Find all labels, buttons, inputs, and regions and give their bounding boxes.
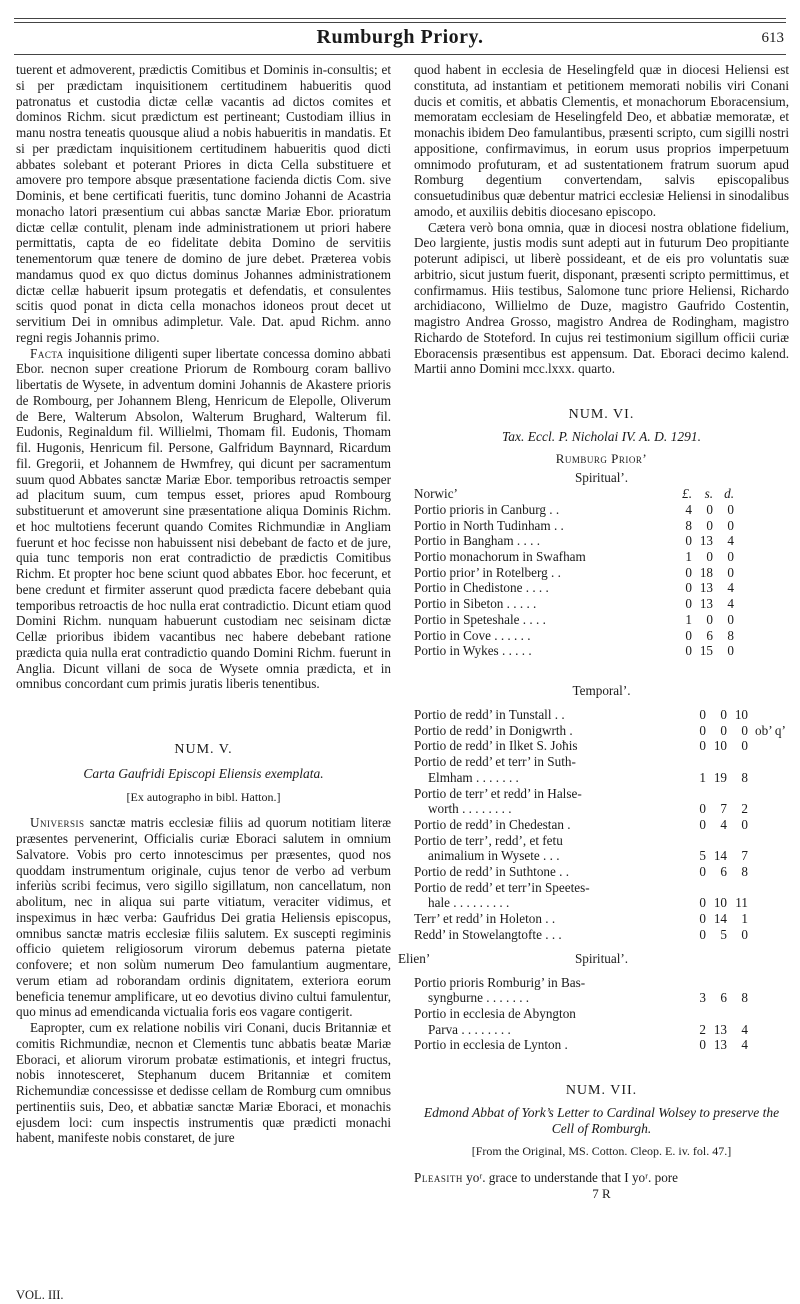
tax-row — [414, 643, 789, 659]
tax-row-pence: 4 — [741, 1037, 748, 1053]
tax-row-pounds: 8 — [685, 517, 692, 533]
tax-row — [414, 801, 789, 817]
tax-row-extra — [737, 549, 789, 565]
tax-row-label: Portio prior’ in Rotelberg . . — [414, 564, 561, 580]
tax-row-pence: 0 — [727, 501, 734, 517]
tax-row-extra — [751, 1022, 789, 1038]
tax-row-pence: 8 — [727, 627, 734, 643]
tax-row-pounds: 0 — [699, 738, 706, 754]
tax-row-pounds: 0 — [699, 911, 706, 927]
tax-row-pence: 10 — [734, 706, 748, 722]
tax-row-pounds: 0 — [685, 564, 692, 580]
tax-row-label: Portio prioris Romburig’ in Bas- — [414, 974, 586, 990]
tax-row — [414, 1037, 789, 1053]
tax-row-pounds: 5 — [699, 848, 706, 864]
temporal-heading-row — [414, 683, 789, 699]
section-title-7: Edmond Abbat of York’s Letter to Cardinal Wolsey to preserve the Cell of Romburgh. — [423, 1104, 780, 1136]
tax-row-pence: 0 — [727, 517, 734, 533]
tax-row-pence: 0 — [741, 816, 748, 832]
tax-row-label: Portio de redd’ in Tunstall . . — [414, 706, 565, 722]
tax-row-pounds: 0 — [685, 580, 692, 596]
tax-row-pence — [730, 975, 751, 991]
norwic-label: Norwic’ — [414, 486, 458, 502]
tax-row-shillings: 14 — [713, 911, 727, 927]
tax-row-label: Portio in Chedistone . . . . — [414, 580, 549, 596]
tax-row — [414, 975, 789, 991]
left-column — [16, 62, 391, 1146]
tax-row-label: Portio in Wykes . . . . . — [414, 643, 532, 659]
left-paragraph-3-body: sanctæ matris ecclesiæ filiis ad quorum notitiam literæ præsentes pervenerint, Officialis curiæ Eboraci salutem in omnium Salvatore. Vobis pro certo innotescimus per præsentes, quod nos quoddam instrumentum originale, cujus tenor de verbo ad verbum inferiùs scribi fecimus, vero sigillo sigillatum, non cancellatum, non abolitum, nec in aliqua sui parte vitiatum, veraciter vidimus, et inspeximus in hæc verba: Gaufridus Dei gratia Heliensis episcopus, omnibus sanctæ matris ecclesiæ filiis salutem. Ex suscepti regiminis officio quietem religiosorum virorum debemus paterna pietate confovere; et non solùm numerum Deo famulantium augmentare, verum etiam ad roborandam ordinis dignitatem, exteriora eorum beneficia tenemur amplificare, ut eo devotius divino cultui famulentur, quo minus ad emendicanda victualia foris eos vagare contigerit. — [16, 815, 391, 1020]
tax-row-label: Portio prioris in Canburg . . — [414, 501, 560, 517]
tax-row-shillings: 0 — [706, 549, 713, 565]
tax-row-shillings: 7 — [720, 801, 727, 817]
spiritual-table — [414, 486, 789, 659]
tax-row — [414, 707, 789, 723]
tax-row-pounds: 0 — [685, 596, 692, 612]
tax-row-shillings: 5 — [720, 926, 727, 942]
tax-row-shillings: 10 — [713, 895, 727, 911]
left-paragraph-1: tuerent et admoverent, prædictis Comitibus et Dominis in-consultis; et si per prædictam inquisitionem certitudinem habueritis quod patronatus et custodia dictæ cellæ vacantis ad dictos comites et dominos Richm. sicut prædictum est pertineant; Custodiam illius in manu nostra teneatis quousque aliud a nobis habueritis in mandatis. Et si per prædictam inquisitionem certitudinem habueritis quod dicti abbates solebant et poterant Priores in dicta Cella substituere et amovere pro tempore absque præsentatione facienda dictis Com. sive Dominis, et bene certificati fueritis, tunc domino Johanni de Acastria monacho latori præsentium cui abbas sanctæ Mariæ Ebor. prioratum dictæ cellæ contulit, plenam inde administrationem ut priori habere permittatis, capta de eo fidelitate debita Domino de servitiis tenementorum quæ tenere de domino de jure debet. Præterea vobis mandamus quod ex quo dictus dominus Johannes administrationem dictæ cellæ habuerit ipsum protegatis et defendatis, et consulentes scitis quod ponat in dicta cella monachos idoneos prout decet ut servitium Dei in omnibus adimpletur. Vale. Dat. apud Richm. anno regni regis Johannis primo. — [16, 62, 391, 345]
tax-row-pence: 4 — [727, 596, 734, 612]
tax-row-shillings: 13 — [699, 533, 713, 549]
tax-row-pounds: 3 — [699, 990, 706, 1006]
tax-row-pence: 0 — [741, 738, 748, 754]
header-rule-top — [14, 18, 786, 19]
tax-row-pence: 4 — [727, 533, 734, 549]
tax-row-label: Portio de terr’, redd’, et fetu — [414, 832, 563, 848]
tax-row — [414, 786, 789, 802]
tax-row-extra — [751, 990, 789, 1006]
tax-row-label: Terr’ et redd’ in Holeton . . — [414, 911, 556, 927]
tax-row-pounds: 0 — [699, 706, 706, 722]
tax-row-shillings: 0 — [720, 706, 727, 722]
section-title-6: Tax. Eccl. P. Nicholai IV. A. D. 1291. — [502, 428, 701, 444]
tax-row — [414, 754, 789, 770]
tax-row-pounds — [688, 1006, 709, 1022]
tax-row-pence: 0 — [727, 643, 734, 659]
tax-row-pounds: 0 — [699, 722, 706, 738]
tax-row-label: Portio de terr’ et redd’ in Halse- — [414, 785, 582, 801]
tax-row — [414, 1006, 789, 1022]
tax-row-label: Redd’ in Stowelangtofte . . . — [414, 926, 562, 942]
tax-row-shillings: 14 — [713, 848, 727, 864]
tax-row — [414, 990, 789, 1006]
currency-pence: d. — [724, 486, 734, 502]
tax-row-pence: 0 — [727, 549, 734, 565]
tax-row-extra — [737, 596, 789, 612]
tax-row-pence: 11 — [735, 895, 748, 911]
tax-row-extra — [737, 565, 789, 581]
tax-row-extra — [751, 1037, 789, 1053]
tax-row-label: animalium in Wysete . . . — [428, 848, 560, 864]
tax-row-extra — [751, 927, 789, 943]
tax-row-extra — [751, 786, 789, 802]
tax-row-label: Parva . . . . . . . . — [428, 1021, 511, 1037]
tax-row-pence: 8 — [741, 864, 748, 880]
temporal-table — [414, 707, 789, 943]
tax-row-extra: ob’ q’ — [755, 722, 786, 738]
tax-row — [414, 911, 789, 927]
tax-row-extra — [751, 738, 789, 754]
tax-row-shillings: 13 — [699, 580, 713, 596]
tax-row-shillings: 6 — [706, 627, 713, 643]
tax-row-label: Portio in Bangham . . . . — [414, 533, 541, 549]
tax-row-label: Portio de redd’ et terr’ in Suth- — [414, 754, 576, 770]
tax-row — [414, 549, 789, 565]
tax-row-extra — [737, 612, 789, 628]
tax-row-label: Portio de redd’ in Donigwrth . — [414, 722, 573, 738]
tax-row-pence: 2 — [741, 801, 748, 817]
tax-row-pounds: 0 — [699, 895, 706, 911]
tax-row-pounds: 0 — [699, 864, 706, 880]
tax-row-extra — [751, 880, 789, 896]
tax-row-pounds — [688, 754, 709, 770]
tax-row-pounds: 0 — [699, 816, 706, 832]
tax-row — [414, 580, 789, 596]
tax-row-pounds: 1 — [699, 769, 706, 785]
tax-row-shillings: 13 — [699, 596, 713, 612]
tax-row-label: hale . . . . . . . . . — [428, 895, 510, 911]
page-number: 613 — [761, 30, 784, 46]
tax-row-pounds: 1 — [685, 549, 692, 565]
tax-row-pence: 1 — [741, 911, 748, 927]
tax-row-shillings — [709, 880, 730, 896]
tax-row-pounds: 0 — [685, 533, 692, 549]
tax-row-shillings — [709, 754, 730, 770]
currency-header-row — [414, 486, 789, 502]
tax-row-extra — [751, 707, 789, 723]
tax-row-label: Portio de redd’ in Suthtone . . — [414, 864, 570, 880]
tax-row-pence: 0 — [741, 926, 748, 942]
tax-row-extra — [751, 848, 789, 864]
right-paragraph-2: Cætera verò bona omnia, quæ in diocesi nostra oblatione fidelium, Deo largiente, justis modis sunt adepti aut in futurum Deo propitiante poterunt adipisci, ut liberè possideant, et de eis pro voluntatis suæ arbitrio, sicut justum fuerit, disponant, præsenti scripto permittimus, et confirmamus. Hiis testibus, Salomone tunc priore Heliensi, Richardo archidiacono, Willielmo de Duze, magistro Gaufrido Costentin, magistro Andrea Grosso, magistro Andrea de Rodingham, magistro Richardo de Stoteford. In cujus rei testimonium sigillum officii curiæ Eboracensis præsentibus est appensum. Dat. Eboraci decimo kalend. Martii anno Domini mcc.lxxx. quarto. — [414, 219, 789, 377]
tax-row — [414, 833, 789, 849]
tax-row-shillings — [709, 1006, 730, 1022]
tax-row-pence — [730, 786, 751, 802]
tax-row-shillings: 0 — [706, 501, 713, 517]
tax-row — [414, 596, 789, 612]
tax-row — [414, 533, 789, 549]
tax-row-pence: 0 — [727, 611, 734, 627]
right-paragraph-1: quod habent in ecclesia de Heselingfeld quæ in diocesi Heliensi est constituta, ad instantiam et petitionem memorati nobilis viri Conani ducis et comitis, et abbatis Clementis, et monachorum Eboracensium, memoratam ecclesiam de Heselingfeld Deo, et abbatiæ memoratæ, et monachis ibidem Deo famulantibus, præsenti scripto, cum sigilli nostri appositione, confirmavimus, in eorum usus proprios imperpetuum omnimodo profuturam, et ad sustentationem fratrum suorum apud Romburg degentium convertendam, salvis episcopalibus consuetudinibus quæ debentur matrici ecclesiæ Heliensi in sinodalibus amodo, et auxiliis debitis diocesano episcopo. — [414, 62, 789, 219]
tax-row — [414, 848, 789, 864]
tax-row — [414, 864, 789, 880]
tax-row-shillings: 13 — [713, 1021, 727, 1037]
tax-row-label: Elmham . . . . . . . — [428, 769, 519, 785]
tax-row-extra — [737, 580, 789, 596]
tax-row — [414, 612, 789, 628]
tax-row-label: Portio in Speteshale . . . . — [414, 611, 546, 627]
left-paragraph-3 — [16, 815, 391, 1020]
tax-row — [414, 502, 789, 518]
tax-row-extra — [737, 502, 789, 518]
tax-row-pence — [730, 1006, 751, 1022]
tax-row-pence — [730, 833, 751, 849]
tax-row-shillings: 4 — [720, 816, 727, 832]
tax-row-shillings: 0 — [720, 722, 727, 738]
tax-row-pounds: 2 — [699, 1021, 706, 1037]
temporal-label: Temporal’. — [572, 682, 631, 698]
tax-row-pence — [730, 880, 751, 896]
tax-row-shillings — [709, 786, 730, 802]
tax-row-extra — [751, 801, 789, 817]
elien-table — [414, 975, 789, 1054]
tax-row-pounds: 0 — [685, 643, 692, 659]
currency-shillings: s. — [704, 486, 713, 502]
signature-mark: 7 R — [592, 1185, 611, 1201]
tax-row — [414, 895, 789, 911]
tax-row-pence: 0 — [727, 564, 734, 580]
tax-row-pounds — [688, 786, 709, 802]
tax-row-shillings — [709, 833, 730, 849]
tax-row-extra — [737, 643, 789, 659]
left-paragraph-2-body: inquisitione diligenti super libertate concessa domino abbati Ebor. necnon super creatione Priorum de Rombourg coram ballivo libertatis de Wysete, in adventum domini Johannis de Akastere prioris de Rombourg, per Johannem Bleng, Henricum de Elepolle, Oliverum de Bere, Walterum Absolon, Walterum Brughard, Walterum fil. Eudonis, Reginaldum fil. Willielmi, Thomam fil. Eudonis, Thomam fil. Hugonis, Henricum fil. Persone, Galfridum Baynnard, Ricardum fil. Gregorii, et Johannem de Hwmfrey, qui dicunt per sacramentum suum quod Abbates sanctæ Mariæ Ebor. temporibus retroactis semper ad placitum suum, cum tempus esset, priores apud Rombourg substituerunt et amoverunt sine præsentatione aliqua Dominis Richm. et hoc multotiens fecerunt quando Comites Richmundiæ in Angliam fuerunt et hoc fecisse non habuissent nisi debebant de facto et de jure, quia tunc temporis non erat contradictio de prædictis Comitibus Richm. Et propter hoc bene sciunt quod abbates Ebor. hoc fecerunt, et bene credunt et firmiter asserunt quod prædicta facere debebant quia temporibus retroactis de hoc nulla erat contradictio. Dicunt etiam quod Domini Richm. nunquam habuerunt custodiam nec seisinam dictæ Cellæ prioribus ibidem vacantibus nec habere debebant ratione prædicta quia nulla erat contradictio quando Domini Richm. fuerunt in Anglia. Dicunt villani de soca de Wysete omnia prædicta, et in omnibus concordant cum primis juratis liberis tenentibus. — [16, 345, 391, 692]
tax-row-label: Portio in ecclesia de Lynton . — [414, 1037, 568, 1053]
right-paragraph-3-lead: Pleasith — [414, 1170, 463, 1186]
tax-row-label: Portio in Sibeton . . . . . — [414, 596, 537, 612]
tax-row — [414, 817, 789, 833]
tax-row-label: Portio de redd’ in Chedestan . — [414, 816, 571, 832]
tax-row-pounds: 0 — [685, 627, 692, 643]
left-paragraph-4: Eapropter, cum ex relatione nobilis viri Conani, ducis Britanniæ et comitis Richmundiæ, necnon et Clementis tunc abbatis beatæ Mariæ Eboraci, et aliorum virorum probatæ estimationis, et integri fructus, nobis innotesceret, Stephanum ducem Britanniæ et comitem Richemundiæ concessisse et dedisse cellam de Romburg cum omnibus pertinentiis suis, Deo, et abbatiæ sanctæ Mariæ Eboraci, et monachis ejusdem loci: cum inspectis instrumentis quæ prædicti monachi habent, manifeste nobis constaret, de jure — [16, 1020, 391, 1146]
tax-row-extra — [737, 518, 789, 534]
tax-row-label: Portio in ecclesia de Abyngton — [414, 1005, 576, 1021]
elien-heading-row — [398, 950, 789, 967]
tax-row-shillings: 13 — [713, 1037, 727, 1053]
tax-row-pounds — [688, 833, 709, 849]
page-footer — [16, 1288, 401, 1304]
tax-row-extra — [751, 911, 789, 927]
tax-row-pence: 8 — [741, 769, 748, 785]
tax-row-pounds — [688, 975, 709, 991]
tax-row — [414, 1022, 789, 1038]
tax-row — [414, 738, 789, 754]
tax-row — [414, 518, 789, 534]
section-title-5: Carta Gaufridi Episcopi Eliensis exemplata. — [83, 765, 324, 781]
tax-row-pence: 8 — [741, 990, 748, 1006]
tax-row-pence — [730, 754, 751, 770]
volume-label: VOL. III. — [16, 1288, 64, 1302]
section-note-7: [From the Original, MS. Cotton. Cleop. E. iv. fol. 47.] — [471, 1144, 732, 1159]
tax-row-label: Portio de redd’ in Ilket S. Joħis — [414, 738, 578, 754]
section-note-5: [Ex autographo in bibl. Hatton.] — [126, 789, 281, 804]
header-rule-top-2 — [14, 22, 786, 23]
section-number-7: NUM. VII. — [565, 1083, 638, 1099]
tax-row-pounds — [688, 880, 709, 896]
tax-row-extra — [751, 817, 789, 833]
tax-row-shillings: 15 — [699, 643, 713, 659]
tax-row-label: Portio de redd’ et terr’in Speetes- — [414, 879, 590, 895]
spiritual2-label: Spiritual’. — [574, 950, 629, 966]
tax-row-pence: 4 — [741, 1021, 748, 1037]
tax-row-pounds: 1 — [685, 611, 692, 627]
tax-row-extra — [751, 864, 789, 880]
tax-row-extra — [751, 1006, 789, 1022]
section-number-6: NUM. VI. — [568, 407, 635, 422]
tax-row-pence: 7 — [741, 848, 748, 864]
tax-row-extra — [751, 754, 789, 770]
tax-row-shillings — [709, 975, 730, 991]
tax-row-label: Portio in North Tudinham . . — [414, 517, 564, 533]
left-paragraph-3-lead: Universis — [30, 815, 85, 831]
tax-row — [414, 723, 789, 739]
tax-row-label: worth . . . . . . . . — [428, 801, 512, 817]
tax-row-pounds: 0 — [699, 1037, 706, 1053]
tax-row-shillings: 0 — [706, 611, 713, 627]
section-number-5: NUM. V. — [174, 742, 233, 757]
tax-row-shillings: 6 — [720, 864, 727, 880]
tax-row-shillings: 10 — [713, 738, 727, 754]
tax-row-shillings: 0 — [706, 517, 713, 533]
header-rule-bottom — [14, 54, 786, 55]
tax-row-label: syngburne . . . . . . . — [428, 990, 530, 1006]
right-column — [398, 62, 789, 1202]
spiritual-heading-row — [414, 470, 789, 486]
tax-row-extra — [751, 895, 789, 911]
tax-row-pounds: 0 — [699, 801, 706, 817]
tax-row-extra — [751, 770, 789, 786]
currency-pounds: £. — [682, 486, 692, 502]
right-paragraph-3-body: yoʳ. grace to understande that I yoʳ. pore — [462, 1170, 679, 1186]
tax-row-pence: 4 — [727, 580, 734, 596]
tax-row-pence: 0 — [741, 722, 748, 738]
tax-row — [414, 770, 789, 786]
tax-row-shillings: 6 — [720, 990, 727, 1006]
left-paragraph-2-lead: Facta — [30, 345, 64, 361]
spiritual-label: Spiritual’. — [574, 470, 629, 486]
elien-label: Elien’ — [398, 950, 431, 966]
tax-row — [414, 880, 789, 896]
tax-row-extra — [737, 533, 789, 549]
tax-row-shillings: 18 — [699, 564, 713, 580]
page-title: Rumburgh Priory. — [316, 26, 484, 48]
tax-row — [414, 927, 789, 943]
right-paragraph-3 — [414, 1170, 789, 1186]
tax-row-extra — [737, 628, 789, 644]
tax-row-pounds: 0 — [699, 926, 706, 942]
tax-row — [414, 565, 789, 581]
tax-row-label: Portio in Cove . . . . . . — [414, 627, 531, 643]
tax-row-extra — [751, 833, 789, 849]
tax-row-extra — [751, 975, 789, 991]
tax-heading: Rumburg Prior’ — [555, 450, 648, 466]
tax-row-pounds: 4 — [685, 501, 692, 517]
tax-row — [414, 628, 789, 644]
tax-row-shillings: 19 — [713, 769, 727, 785]
left-paragraph-2 — [16, 346, 391, 693]
tax-row-label: Portio monachorum in Swafham — [414, 549, 586, 565]
